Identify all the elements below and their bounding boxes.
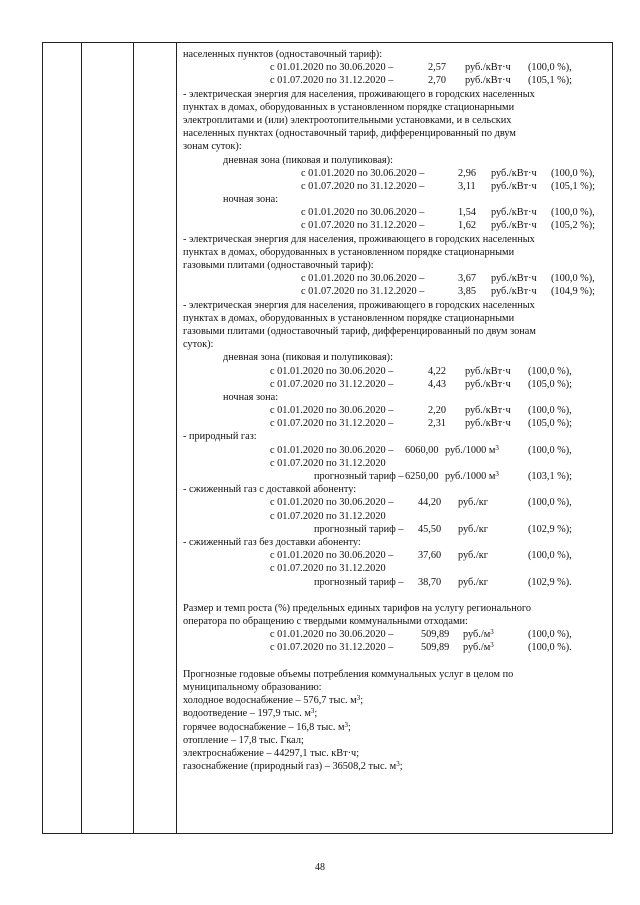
unit bbox=[445, 470, 499, 483]
text-line: муниципальному образованию: bbox=[183, 682, 322, 693]
unit: руб./кВт·ч bbox=[491, 286, 537, 298]
percent: (100,0 %). bbox=[528, 642, 572, 654]
value: 509,89 bbox=[421, 642, 450, 654]
unit: руб./кВт·ч bbox=[465, 75, 511, 87]
percent: (100,0 %), bbox=[528, 62, 572, 74]
superscript: 3 bbox=[490, 641, 494, 650]
column-divider-1 bbox=[81, 43, 82, 833]
volume-line bbox=[183, 721, 603, 734]
percent: (100,0 %), bbox=[528, 629, 572, 641]
period-line: с 01.07.2020 по 31.12.2020 bbox=[270, 457, 386, 469]
text-line: газовыми плитами (одноставочный тариф): bbox=[183, 260, 374, 271]
unit: руб./кВт·ч bbox=[491, 207, 537, 219]
period: с 01.01.2020 по 30.06.2020 – bbox=[270, 405, 394, 417]
period: с 01.01.2020 по 30.06.2020 – bbox=[270, 629, 394, 641]
unit-text: руб./1000 м bbox=[445, 471, 496, 482]
tariff-row bbox=[183, 470, 603, 483]
unit bbox=[463, 641, 494, 654]
text-line: оператора по обращению с твердыми коммунальными отходами: bbox=[183, 616, 468, 628]
percent: (105,1 %); bbox=[551, 180, 596, 192]
percent: (105,2 %); bbox=[551, 220, 596, 232]
tariff-row bbox=[183, 549, 603, 562]
semicolon: ; bbox=[360, 695, 364, 707]
unit: руб./кВт·ч bbox=[465, 405, 511, 417]
page-number: 48 bbox=[315, 862, 325, 873]
period: с 01.01.2020 по 30.06.2020 – bbox=[301, 273, 425, 285]
percent: (100,0 %), bbox=[528, 405, 572, 417]
unit bbox=[463, 628, 494, 641]
value: 2,31 bbox=[428, 418, 447, 430]
tariff-row bbox=[183, 378, 603, 391]
period: с 01.07.2020 по 31.12.2020 – bbox=[270, 418, 394, 430]
tariff-row bbox=[183, 417, 603, 430]
superscript: 3 bbox=[495, 443, 499, 452]
tariff-row bbox=[183, 444, 603, 457]
forecast-label: прогнозный тариф – bbox=[314, 576, 404, 588]
period: с 01.01.2020 по 30.06.2020 – bbox=[270, 497, 394, 509]
text-line: суток): bbox=[183, 339, 214, 351]
value: 37,60 bbox=[418, 550, 442, 562]
value: 2,20 bbox=[428, 405, 447, 417]
volume-line: электроснабжение – 44297,1 тыс. кВт·ч; bbox=[183, 747, 360, 759]
text-line: - электрическая энергия для населения, проживающего в городских населенных bbox=[183, 299, 535, 311]
semicolon: ; bbox=[314, 708, 318, 720]
unit: руб./кВт·ч bbox=[465, 418, 511, 430]
tariff-row bbox=[183, 180, 603, 193]
tariff-row bbox=[183, 576, 603, 589]
percent: (100,0 %), bbox=[528, 444, 572, 456]
superscript: 3 bbox=[396, 760, 400, 769]
text-line: населенных пунктах (одноставочный тариф, дифференцированный по двум bbox=[183, 128, 516, 140]
unit bbox=[445, 444, 499, 457]
period: с 01.01.2020 по 30.06.2020 – bbox=[301, 167, 425, 179]
period: с 01.01.2020 по 30.06.2020 – bbox=[270, 62, 394, 74]
value: 3,85 bbox=[458, 286, 477, 298]
text-line: пунктах в домах, оборудованных в установленном порядке стационарными bbox=[183, 312, 515, 324]
unit: руб./кВт·ч bbox=[491, 180, 537, 192]
value: 3,67 bbox=[458, 273, 477, 285]
volume-text: горячее водоснабжение – 16,8 тыс. м bbox=[183, 721, 345, 733]
unit: руб./кВт·ч bbox=[465, 365, 511, 377]
text-line: Прогнозные годовые объемы потребления коммунальных услуг в целом по bbox=[183, 668, 514, 680]
unit: руб./кг bbox=[458, 550, 488, 562]
value: 45,50 bbox=[418, 523, 442, 535]
unit-text: руб./м bbox=[463, 629, 491, 641]
value: 3,11 bbox=[458, 180, 476, 192]
tariff-row bbox=[183, 365, 603, 378]
percent: (103,1 %); bbox=[528, 471, 573, 482]
percent: (100,0 %), bbox=[528, 550, 572, 562]
superscript: 3 bbox=[344, 720, 348, 729]
unit: руб./кг bbox=[458, 523, 488, 535]
volume-text: водоотведение – 197,9 тыс. м bbox=[183, 708, 311, 720]
percent: (102,9 %); bbox=[528, 523, 573, 535]
zone-label: ночная зона: bbox=[223, 391, 279, 403]
tariff-row bbox=[183, 641, 603, 654]
tariff-row bbox=[183, 272, 603, 285]
tariff-row bbox=[183, 628, 603, 641]
volume-line bbox=[183, 707, 603, 720]
unit: руб./кВт·ч bbox=[465, 62, 511, 74]
percent: (100,0 %), bbox=[551, 273, 595, 285]
period: с 01.01.2020 по 30.06.2020 – bbox=[270, 550, 394, 562]
volume-line bbox=[183, 760, 603, 773]
tariff-row bbox=[183, 404, 603, 417]
value: 6250,00 bbox=[405, 471, 439, 482]
tariff-row bbox=[183, 74, 603, 87]
unit-text: руб./1000 м bbox=[445, 444, 496, 456]
text-line: - электрическая энергия для населения, проживающего в городских населенных bbox=[183, 88, 535, 100]
period: с 01.01.2020 по 30.06.2020 – bbox=[270, 365, 394, 377]
volume-line: отопление – 17,8 тыс. Гкал; bbox=[183, 734, 304, 746]
zone-label: ночная зона: bbox=[223, 194, 279, 206]
period-line: с 01.07.2020 по 31.12.2020 bbox=[270, 510, 386, 522]
percent: (105,0 %); bbox=[528, 378, 573, 390]
tariff-row bbox=[183, 206, 603, 219]
volume-text: газоснабжение (природный газ) – 36508,2 тыс. м bbox=[183, 761, 397, 773]
text-line: электроплитами и (или) электроотопительными установками, и в сельских bbox=[183, 114, 512, 126]
tariff-row bbox=[183, 61, 603, 74]
percent: (100,0 %), bbox=[528, 365, 572, 377]
percent: (100,0 %), bbox=[551, 167, 595, 179]
value: 1,62 bbox=[458, 220, 477, 232]
unit: руб./кВт·ч bbox=[465, 378, 511, 390]
period: с 01.07.2020 по 31.12.2020 – bbox=[301, 286, 425, 298]
text-line: пунктах в домах, оборудованных в установленном порядке стационарными bbox=[183, 246, 515, 258]
volume-text: холодное водоснабжение – 576,7 тыс. м bbox=[183, 695, 357, 707]
percent: (102,9 %). bbox=[528, 576, 572, 588]
percent: (100,0 %), bbox=[528, 497, 572, 509]
tariff-row bbox=[183, 167, 603, 180]
text-line: газовыми плитами (одноставочный тариф, дифференцированный по двум зонам bbox=[183, 325, 536, 337]
text-line: - природный газ: bbox=[183, 431, 257, 443]
semicolon: ; bbox=[399, 761, 403, 773]
value: 509,89 bbox=[421, 629, 450, 641]
period: с 01.01.2020 по 30.06.2020 – bbox=[301, 207, 425, 219]
value: 44,20 bbox=[418, 497, 442, 509]
volume-line bbox=[183, 694, 603, 707]
forecast-label: прогнозный тариф – bbox=[314, 471, 404, 482]
superscript: 3 bbox=[356, 694, 361, 703]
value: 38,70 bbox=[418, 576, 442, 588]
tariff-text bbox=[183, 48, 603, 773]
tariff-row bbox=[183, 219, 603, 232]
value: 2,96 bbox=[458, 167, 477, 179]
text-line: - сжиженный газ без доставки абоненту: bbox=[183, 536, 361, 548]
column-divider-2 bbox=[133, 43, 134, 833]
value: 2,57 bbox=[428, 62, 447, 74]
percent: (105,1 %); bbox=[528, 75, 573, 87]
text-line: - сжиженный газ с доставкой абоненту: bbox=[183, 484, 357, 496]
unit: руб./кг bbox=[458, 576, 488, 588]
superscript: 3 bbox=[490, 628, 494, 637]
superscript: 3 bbox=[310, 707, 315, 716]
period: с 01.07.2020 по 31.12.2020 – bbox=[270, 378, 394, 390]
unit-text: руб./м bbox=[463, 642, 491, 654]
semicolon: ; bbox=[348, 721, 351, 733]
unit: руб./кг bbox=[458, 497, 488, 509]
value: 4,43 bbox=[428, 378, 447, 390]
text-line: населенных пунктов (одноставочный тариф): bbox=[183, 49, 383, 60]
zone-label: дневная зона (пиковая и полупиковая): bbox=[223, 352, 393, 364]
value: 4,22 bbox=[428, 365, 447, 377]
value: 2,70 bbox=[428, 75, 447, 87]
unit: руб./кВт·ч bbox=[491, 167, 537, 179]
unit: руб./кВт·ч bbox=[491, 273, 537, 285]
tariff-row bbox=[183, 496, 603, 509]
percent: (104,9 %); bbox=[551, 286, 596, 298]
zone-label: дневная зона (пиковая и полупиковая): bbox=[223, 154, 393, 166]
period: с 01.01.2020 по 30.06.2020 – bbox=[270, 444, 394, 456]
value: 1,54 bbox=[458, 207, 477, 219]
text-line: - электрическая энергия для населения, проживающего в городских населенных bbox=[183, 233, 535, 245]
forecast-label: прогнозный тариф – bbox=[314, 523, 404, 535]
percent: (100,0 %), bbox=[551, 207, 595, 219]
value: 6060,00 bbox=[405, 444, 439, 456]
text-line: пунктах в домах, оборудованных в установленном порядке стационарными bbox=[183, 101, 515, 113]
text-line: зонам суток): bbox=[183, 141, 242, 153]
period: с 01.07.2020 по 31.12.2020 – bbox=[301, 180, 425, 192]
period: с 01.07.2020 по 31.12.2020 – bbox=[270, 642, 394, 654]
superscript: 3 bbox=[495, 470, 499, 478]
percent: (105,0 %); bbox=[528, 418, 573, 430]
text-line: Размер и темп роста (%) предельных единых тарифов на услугу регионального bbox=[183, 602, 532, 614]
tariff-row bbox=[183, 523, 603, 536]
column-divider-3 bbox=[176, 43, 177, 833]
unit: руб./кВт·ч bbox=[491, 220, 537, 232]
period-line: с 01.07.2020 по 31.12.2020 bbox=[270, 563, 386, 575]
period: с 01.07.2020 по 31.12.2020 – bbox=[301, 220, 425, 232]
period: с 01.07.2020 по 31.12.2020 – bbox=[270, 75, 394, 87]
tariff-row bbox=[183, 285, 603, 298]
